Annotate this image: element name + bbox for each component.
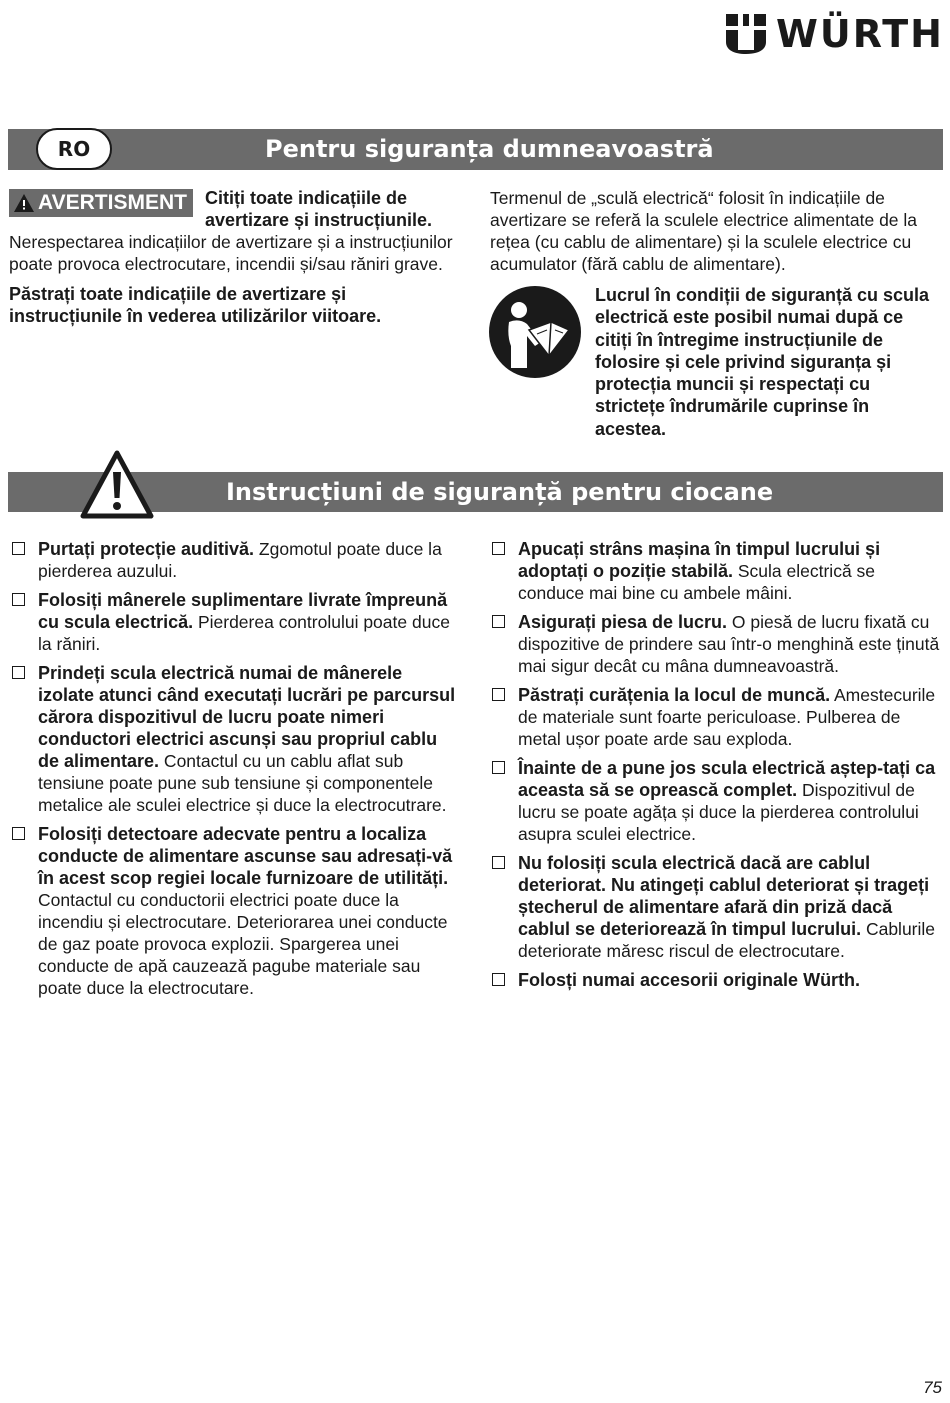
list-item xyxy=(489,538,942,604)
item-bold: Folosiți detectoare adecvate pentru a localiza conducte de alimentare ascunse sau adresați-vă în acest scop regiei locale furnizoare de utilități. xyxy=(38,824,453,888)
item-text: O piesă de lucru fixată cu dispozitive de prindere sau într-o menghină este ținută mai sigur decât cu mâna dumneavoastră. xyxy=(518,612,940,676)
checkbox-bullet-icon xyxy=(492,542,505,555)
warning-bold: Citiți toate indicațiile de avertizare și instrucțiunile. xyxy=(204,188,433,230)
list-item xyxy=(489,757,942,845)
item-text: Zgomotul poate duce la pierderea auzului. xyxy=(38,539,442,581)
checkbox-bullet-icon xyxy=(12,827,25,840)
keep-instructions-text: Păstrați toate indicațiile de avertizare și instrucțiunile în vederea utilizărilor viitoare. xyxy=(9,284,382,326)
list-item xyxy=(489,684,942,750)
item-bold: Purtați protecție auditivă. xyxy=(38,539,255,559)
warning-badge xyxy=(9,189,193,217)
list-item xyxy=(489,611,942,677)
warning-text: Nerespectarea indicațiilor de avertizare și a instrucțiunilor poate provoca electrocutare, incendii și/sau răniri grave. xyxy=(9,232,453,274)
checkbox-bullet-icon xyxy=(12,542,25,555)
wurth-logo xyxy=(724,12,944,56)
hammer-safety-list-right xyxy=(489,538,942,998)
item-bold: Păstrați curățenia la locul de muncă. xyxy=(518,685,831,705)
item-text: Pierderea controlului poate duce la răniri. xyxy=(38,612,450,654)
checkbox-bullet-icon xyxy=(492,761,505,774)
wurth-logo-icon xyxy=(724,12,768,56)
checkbox-bullet-icon xyxy=(492,856,505,869)
checkbox-bullet-icon xyxy=(12,666,25,679)
checkbox-bullet-icon xyxy=(12,593,25,606)
list-item xyxy=(9,823,459,999)
hammer-safety-list-left xyxy=(9,538,459,1006)
list-item xyxy=(489,969,942,991)
item-text: Amestecurile de materiale sunt foarte periculoase. Pulberea de metal ușor poate arde sau exploda. xyxy=(518,685,936,749)
warning-triangle-icon xyxy=(80,450,154,520)
list-item xyxy=(9,662,459,816)
checkbox-bullet-icon xyxy=(492,688,505,701)
power-tool-term-text: Termenul de „sculă electrică“ folosit în indicațiile de avertizare se referă la sculele electrice alimentate de la rețea (cu cablu de alimentare) și la sculele electrice cu acumulator (fără cablu de alimentare). xyxy=(490,188,918,274)
section-title: Pentru siguranța dumneavoastră xyxy=(265,135,714,163)
logo-text: WÜRTH xyxy=(775,12,944,56)
safe-work-text: Lucrul în condiții de siguranță cu scula electrică este posibil numai după ce citiți în întregime instrucțiunile de folosire și cele privind siguranța și protecția muncii și respectați cu strictețe îndrumările cuprinse în acestea. xyxy=(595,285,930,439)
warning-label: AVERTISMENT xyxy=(38,191,187,214)
item-bold: Nu folosiți scula electrică dacă are cablul deteriorat. Nu atingeți cablul deteriorat și trageți ștecherul de alimentare afară din priză dacă cablul se deteriorează în timpul lucrului. xyxy=(518,853,930,939)
language-badge: RO xyxy=(36,128,112,170)
item-bold: Asigurați piesa de lucru. xyxy=(518,612,728,632)
read-manual-icon xyxy=(489,286,581,378)
warning-block xyxy=(9,187,464,327)
checkbox-bullet-icon xyxy=(492,615,505,628)
item-bold: Apucați strâns mașina în timpul lucrului și adoptați o poziție stabilă. xyxy=(518,539,881,581)
item-text: Dispozitivul de lucru se poate agăța și duce la pierderea controlului asupra sculei electrice. xyxy=(518,780,919,844)
list-item xyxy=(489,852,942,962)
item-bold: Prindeți scula electrică numai de mânerele izolate atunci când executați lucrări pe parcursul cărora dispozitivul de lucru poate nimeri conductori electrici ascunși sau propriul cablu de alimentare. xyxy=(38,663,456,771)
page-number: 75 xyxy=(923,1378,942,1397)
section-title: Instrucțiuni de siguranță pentru ciocane xyxy=(226,478,774,506)
warning-triangle-icon xyxy=(13,193,35,213)
item-bold: Folosți numai accesorii originale Würth. xyxy=(518,970,861,990)
item-text: Cablurile deteriorate măresc riscul de electrocutare. xyxy=(518,919,936,961)
section-header-safety xyxy=(8,129,943,170)
list-item xyxy=(9,589,459,655)
item-text: Contactul cu conductorii electrici poate duce la incendiu și electrocutare. Deteriorarea unei conducte de gaz poate provoca explozii. Spargerea unei conducte de apă cauzează pagube materiale sau poate duce la electrocutare. xyxy=(38,890,448,998)
item-bold: Înainte de a pune jos scula electrică aștep-tați ca aceasta să se oprească complet. xyxy=(518,758,936,800)
checkbox-bullet-icon xyxy=(492,973,505,986)
list-item xyxy=(9,538,459,582)
item-text: Contactul cu un cablu aflat sub tensiune poate pune sub tensiune și componentele metalice ale sculei electrice și duce la electrocutrare. xyxy=(38,751,447,815)
item-bold: Folosiți mânerele suplimentare livrate împreună cu scula electrică. xyxy=(38,590,448,632)
item-text: Scula electrică se conduce mai bine cu ambele mâini. xyxy=(518,561,876,603)
